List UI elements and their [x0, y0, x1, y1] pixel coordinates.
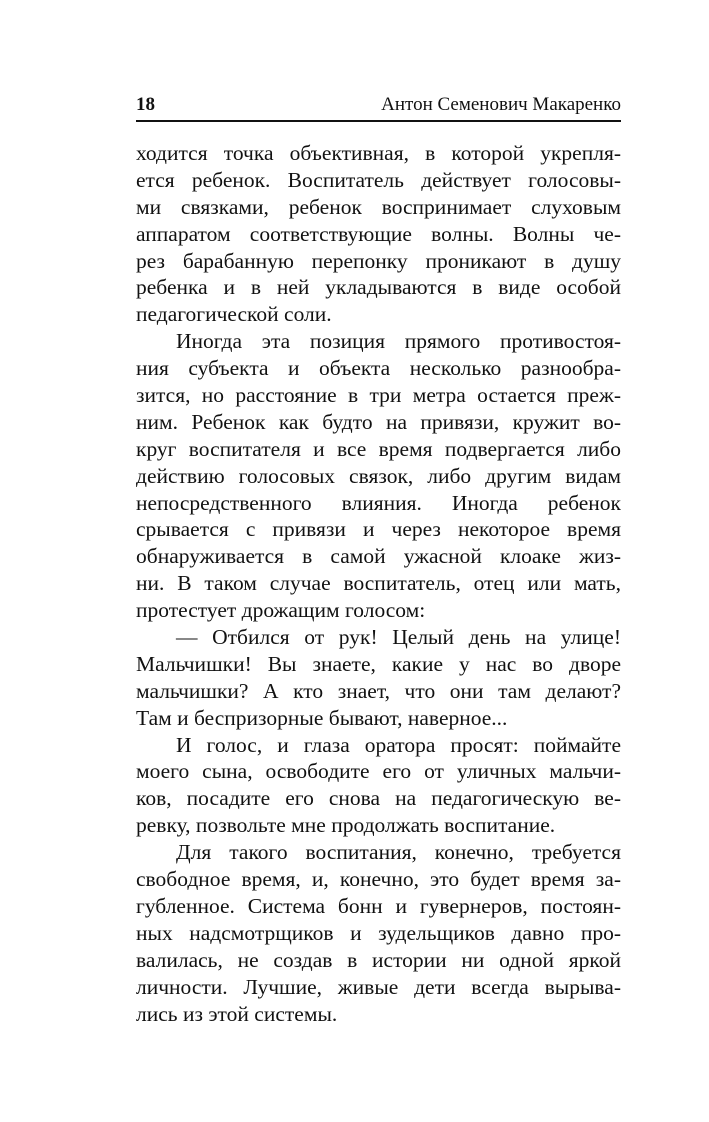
text-line: ется ребенок. Воспитатель действует голосовы- — [136, 167, 621, 192]
text-line: ми связками, ребенок воспринимает слуховым — [136, 194, 621, 219]
text-line: обнаруживается в самой ужасной клоаке жиз- — [136, 544, 621, 569]
text-line: свободное время, и, конечно, это будет время за- — [136, 867, 621, 892]
text-line: мальчишки? А кто знает, что они там делают? — [136, 678, 621, 703]
text-line: лись из этой системы. — [136, 1001, 338, 1026]
text-line: ним. Ребенок как будто на привязи, кружит во- — [136, 409, 621, 434]
text-line: ни. В таком случае воспитатель, отец или мать, — [136, 571, 621, 596]
text-line: — Отбился от рук! Целый день на улице! — [176, 625, 621, 650]
text-line: Иногда эта позиция прямого противостоя- — [176, 329, 621, 354]
book-page — [136, 92, 621, 1027]
paragraph — [136, 839, 621, 1027]
paragraph — [136, 140, 621, 328]
paragraph — [136, 732, 621, 840]
text-line: зится, но расстояние в три метра остается преж- — [136, 383, 621, 408]
text-line: ревку, позвольте мне продолжать воспитание. — [136, 813, 556, 838]
text-line: непосредственного влияния. Иногда ребенок — [136, 490, 621, 515]
running-title: Антон Семенович Макаренко — [381, 94, 621, 115]
text-line: И голос, и глаза оратора просят: поймайте — [176, 732, 621, 757]
paragraph — [136, 624, 621, 732]
text-line: педагогической соли. — [136, 302, 332, 327]
text-line: Мальчишки! Вы знаете, какие у нас во дворе — [136, 651, 621, 676]
text-line: личности. Лучшие, живые дети всегда вырыва- — [136, 974, 621, 999]
paragraph — [136, 328, 621, 624]
text-line: ков, посадите его снова на педагогическую ве- — [136, 786, 621, 811]
text-line: срывается с привязи и через некоторое время — [136, 517, 621, 542]
page-number: 18 — [136, 94, 155, 115]
text-line: Для такого воспитания, конечно, требуется — [176, 840, 621, 865]
page-header — [136, 92, 621, 122]
text-line: Там и беспризорные бывают, наверное... — [136, 705, 508, 730]
text-line: моего сына, освободите его от уличных мальчи- — [136, 759, 621, 784]
text-line: круг воспитателя и все время подвергается либо — [136, 436, 621, 461]
text-line: ребенка и в ней укладываются в виде особой — [136, 275, 621, 300]
body-text — [136, 140, 621, 1027]
text-line: ходится точка объективная, в которой укрепля- — [136, 141, 621, 165]
text-line: аппаратом соответствующие волны. Волны че- — [136, 221, 621, 246]
text-line: валилась, не создав в истории ни одной яркой — [136, 947, 621, 972]
text-line: действию голосовых связок, либо другим видам — [136, 463, 621, 488]
text-line: протестует дрожащим голосом: — [136, 598, 426, 623]
text-line: губленное. Система бонн и гувернеров, постоян- — [136, 893, 621, 918]
text-line: ных надсмотрщиков и зудельщиков давно про- — [136, 920, 621, 945]
text-line: рез барабанную перепонку проникают в душу — [136, 248, 621, 273]
text-line: ния субъекта и объекта несколько разнообра- — [136, 356, 621, 381]
